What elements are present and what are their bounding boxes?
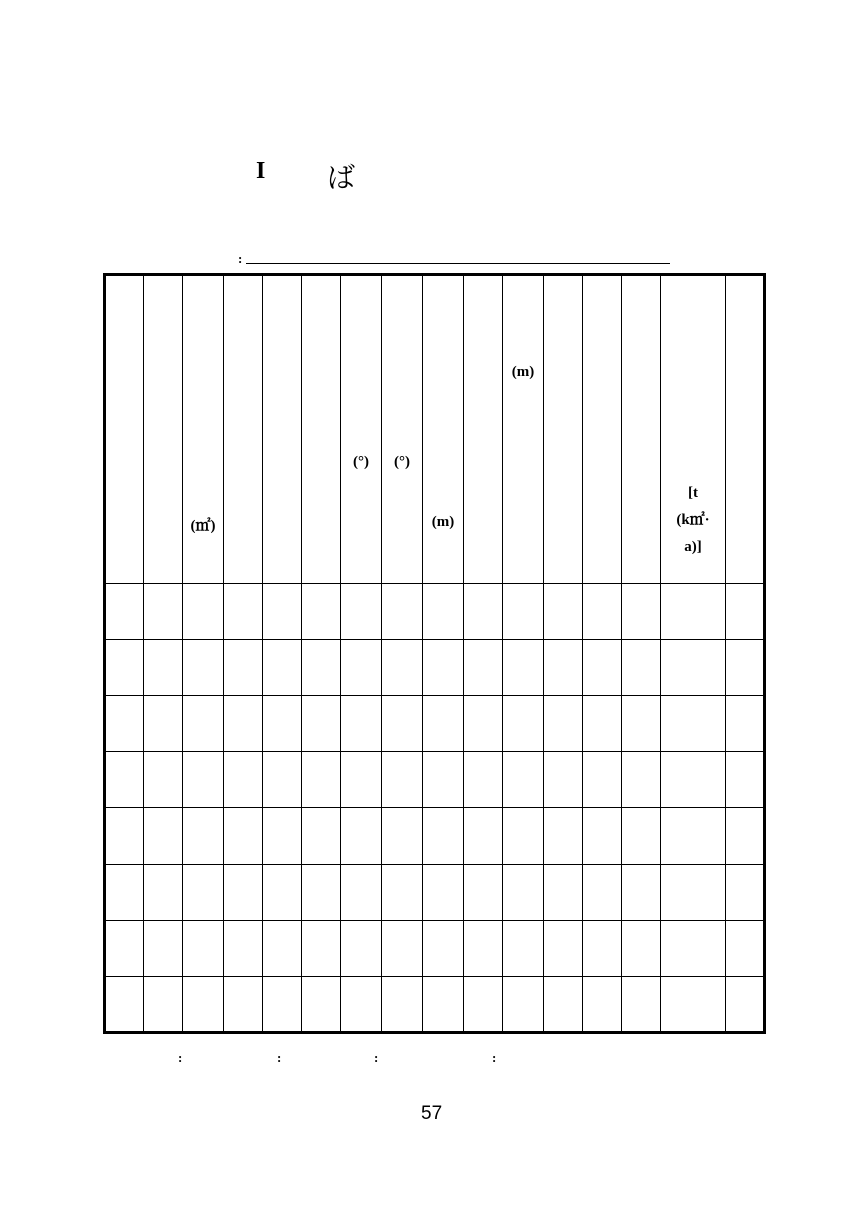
table-cell[interactable] (302, 752, 341, 808)
table-cell[interactable] (105, 583, 144, 639)
table-cell[interactable] (423, 583, 464, 639)
unit-line: (k㎡· (676, 512, 710, 528)
table-cell[interactable] (263, 920, 302, 976)
table-cell[interactable] (144, 920, 183, 976)
table-cell[interactable] (144, 696, 183, 752)
table-cell[interactable] (622, 752, 661, 808)
table-cell[interactable] (224, 864, 263, 920)
table-cell[interactable] (583, 864, 622, 920)
table-cell[interactable] (544, 752, 583, 808)
table-cell[interactable] (464, 920, 503, 976)
table-cell[interactable] (341, 920, 382, 976)
table-cell[interactable] (544, 696, 583, 752)
table-cell[interactable] (583, 583, 622, 639)
table-cell[interactable] (423, 920, 464, 976)
table-cell[interactable] (144, 639, 183, 695)
table-row (105, 920, 765, 976)
table-cell[interactable] (341, 808, 382, 864)
table-cell[interactable] (726, 808, 765, 864)
table-cell[interactable] (583, 808, 622, 864)
table-cell[interactable] (544, 864, 583, 920)
table-cell[interactable] (382, 583, 423, 639)
table-cell[interactable] (302, 864, 341, 920)
header-cell (263, 275, 302, 584)
table-cell[interactable] (661, 752, 726, 808)
table-cell[interactable] (105, 696, 144, 752)
unit-area: (㎡) (190, 518, 216, 534)
header-cell-slope2 (382, 275, 423, 584)
footer-colon: : (277, 1050, 282, 1065)
footer-colon: : (492, 1050, 497, 1065)
table-cell[interactable] (544, 639, 583, 695)
table-cell[interactable] (302, 583, 341, 639)
unit-erosion-modulus (661, 480, 725, 561)
header-cell (464, 275, 503, 584)
table-row (105, 752, 765, 808)
table-cell[interactable] (622, 583, 661, 639)
table-cell[interactable] (105, 639, 144, 695)
table-cell[interactable] (503, 696, 544, 752)
table-cell[interactable] (302, 976, 341, 1032)
fill-in-line[interactable] (246, 263, 670, 264)
table-row (105, 696, 765, 752)
table-cell[interactable] (503, 976, 544, 1032)
table-cell[interactable] (464, 808, 503, 864)
table-cell[interactable] (263, 808, 302, 864)
table-cell[interactable] (144, 976, 183, 1032)
table-cell[interactable] (622, 920, 661, 976)
table-cell[interactable] (464, 583, 503, 639)
table-cell[interactable] (726, 752, 765, 808)
table-cell[interactable] (726, 920, 765, 976)
table-cell[interactable] (382, 752, 423, 808)
table-cell[interactable] (464, 976, 503, 1032)
table-cell[interactable] (503, 639, 544, 695)
unit-line: [t (688, 485, 698, 501)
table-cell[interactable] (661, 976, 726, 1032)
table-cell[interactable] (503, 752, 544, 808)
table-cell[interactable] (382, 864, 423, 920)
table-cell[interactable] (183, 752, 224, 808)
table-cell[interactable] (423, 976, 464, 1032)
table-cell[interactable] (263, 976, 302, 1032)
table-cell[interactable] (423, 639, 464, 695)
table-cell[interactable] (302, 808, 341, 864)
table-cell[interactable] (661, 639, 726, 695)
table-cell[interactable] (105, 808, 144, 864)
table-header-row (105, 275, 765, 584)
table-cell[interactable] (144, 583, 183, 639)
table-cell[interactable] (302, 920, 341, 976)
table-cell[interactable] (464, 639, 503, 695)
table-cell[interactable] (144, 752, 183, 808)
table-cell[interactable] (224, 976, 263, 1032)
table-cell[interactable] (622, 976, 661, 1032)
table-cell[interactable] (583, 976, 622, 1032)
table-cell[interactable] (503, 920, 544, 976)
header-cell (583, 275, 622, 584)
table-cell[interactable] (183, 976, 224, 1032)
header-cell (302, 275, 341, 584)
table-cell[interactable] (183, 696, 224, 752)
table-cell[interactable] (423, 696, 464, 752)
header-cell-slope1 (341, 275, 382, 584)
table-cell[interactable] (464, 864, 503, 920)
table-cell[interactable] (726, 976, 765, 1032)
header-cell (105, 275, 144, 584)
table-row (105, 808, 765, 864)
survey-form-table (103, 273, 766, 1034)
table-cell[interactable] (583, 752, 622, 808)
table-cell[interactable] (341, 864, 382, 920)
table-cell[interactable] (423, 808, 464, 864)
table-cell[interactable] (341, 696, 382, 752)
table-cell[interactable] (341, 639, 382, 695)
table-cell[interactable] (144, 864, 183, 920)
table-cell[interactable] (302, 696, 341, 752)
title-roman-numeral: I (256, 158, 266, 184)
table-cell[interactable] (224, 696, 263, 752)
table-cell[interactable] (382, 696, 423, 752)
table-row (105, 976, 765, 1032)
table-cell[interactable] (382, 639, 423, 695)
table-cell[interactable] (105, 752, 144, 808)
table-cell[interactable] (583, 639, 622, 695)
table-cell[interactable] (423, 752, 464, 808)
table-cell[interactable] (464, 696, 503, 752)
table-cell[interactable] (503, 808, 544, 864)
table-cell[interactable] (622, 808, 661, 864)
table-cell[interactable] (224, 808, 263, 864)
table-cell[interactable] (263, 583, 302, 639)
table-cell[interactable] (144, 808, 183, 864)
table-cell[interactable] (726, 583, 765, 639)
table-cell[interactable] (183, 920, 224, 976)
table-cell[interactable] (105, 920, 144, 976)
table-row (105, 583, 765, 639)
header-cell (726, 275, 765, 584)
table-cell[interactable] (544, 976, 583, 1032)
table-cell[interactable] (224, 583, 263, 639)
table-cell[interactable] (661, 864, 726, 920)
table-cell[interactable] (382, 808, 423, 864)
table-cell[interactable] (503, 864, 544, 920)
header-cell (544, 275, 583, 584)
unit-degree: (°) (394, 454, 410, 470)
page-number: 57 (421, 1103, 443, 1124)
header-cell-modulus (661, 275, 726, 584)
table-cell[interactable] (183, 808, 224, 864)
unit-meter: (m) (431, 514, 455, 530)
footer-colon: : (178, 1050, 183, 1065)
table-cell[interactable] (224, 752, 263, 808)
header-cell (224, 275, 263, 584)
fill-in-label: : (238, 251, 243, 266)
table-cell[interactable] (583, 920, 622, 976)
table-cell[interactable] (183, 639, 224, 695)
table-cell[interactable] (726, 696, 765, 752)
table-cell[interactable] (726, 639, 765, 695)
header-cell-length (503, 275, 544, 584)
title-text: ば (327, 161, 356, 194)
table-cell[interactable] (661, 808, 726, 864)
unit-line: a)] (684, 539, 702, 555)
table-cell[interactable] (583, 696, 622, 752)
table-cell[interactable] (263, 752, 302, 808)
table-cell[interactable] (263, 696, 302, 752)
table-cell[interactable] (503, 583, 544, 639)
table-cell[interactable] (544, 583, 583, 639)
table-cell[interactable] (544, 920, 583, 976)
table-cell[interactable] (263, 639, 302, 695)
table-row (105, 639, 765, 695)
table-cell[interactable] (382, 920, 423, 976)
table-cell[interactable] (464, 752, 503, 808)
table-cell[interactable] (263, 864, 302, 920)
table-cell[interactable] (224, 639, 263, 695)
header-cell-area (183, 275, 224, 584)
header-cell (622, 275, 661, 584)
table-cell[interactable] (183, 583, 224, 639)
table-cell[interactable] (726, 864, 765, 920)
unit-meter: (m) (511, 364, 535, 380)
unit-degree: (°) (353, 454, 369, 470)
table-cell[interactable] (183, 864, 224, 920)
table-cell[interactable] (423, 864, 464, 920)
table-cell[interactable] (622, 696, 661, 752)
header-cell (144, 275, 183, 584)
table-cell[interactable] (661, 920, 726, 976)
table-cell[interactable] (661, 696, 726, 752)
table-cell[interactable] (661, 583, 726, 639)
table-cell[interactable] (302, 639, 341, 695)
table-row (105, 864, 765, 920)
table-cell[interactable] (341, 583, 382, 639)
footer-colon: : (374, 1050, 379, 1065)
table-cell[interactable] (341, 752, 382, 808)
table-cell[interactable] (544, 808, 583, 864)
table-cell[interactable] (224, 920, 263, 976)
table-cell[interactable] (622, 639, 661, 695)
table-cell[interactable] (341, 976, 382, 1032)
table-cell[interactable] (105, 976, 144, 1032)
table-cell[interactable] (622, 864, 661, 920)
table-cell[interactable] (382, 976, 423, 1032)
table-cell[interactable] (105, 864, 144, 920)
header-cell-height (423, 275, 464, 584)
